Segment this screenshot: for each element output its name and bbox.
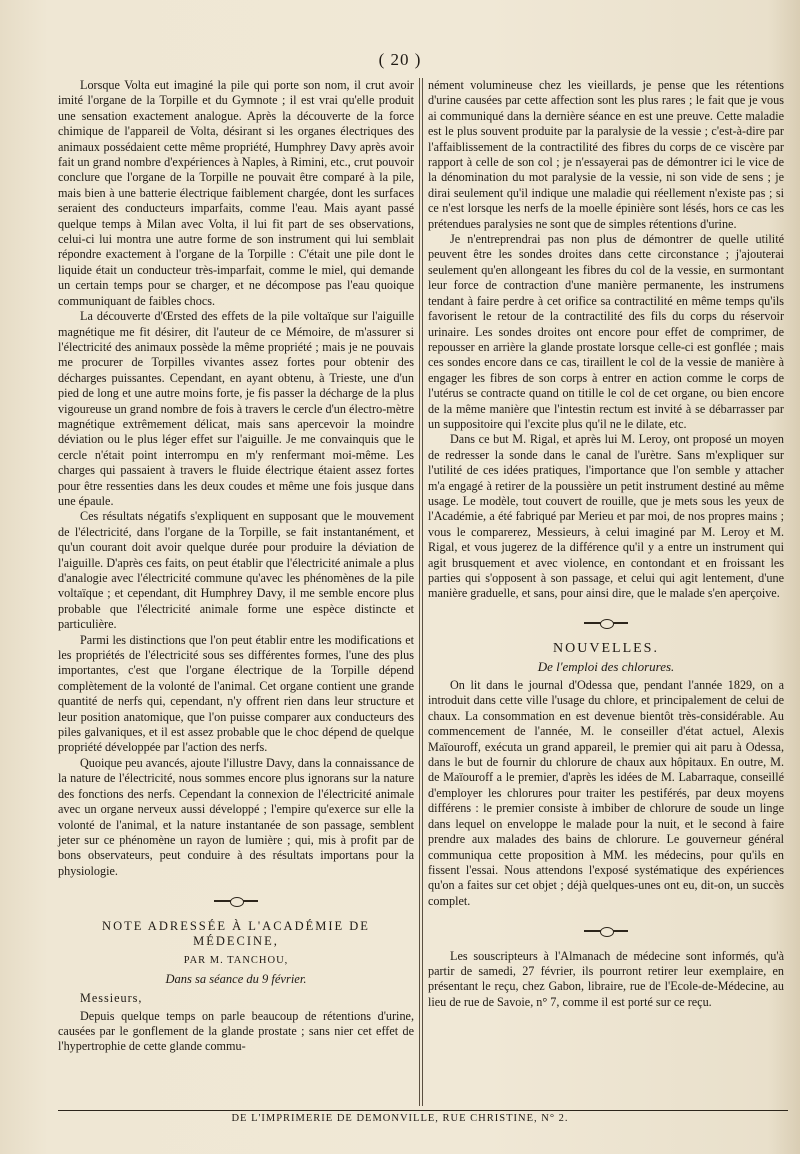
printer-imprint: DE L'IMPRIMERIE DE DEMONVILLE, RUE CHRISTINE, N° 2. bbox=[231, 1113, 569, 1124]
paragraph-volta: Lorsque Volta eut imaginé la pile qui porte son nom, il crut avoir imité l'organe de la Torpille et du Gymnote ; il est vrai qu'elle produit une sensation exactement analogue. Après la découverte de la force chimique de l'appareil de Volta, désirant si les organes électriques des animaux possédaient cette même propriété, Humphrey Davy après avoir fait un grand nombre d'expériences à Naples, à Rimini, etc., crut pouvoir conclure que l'organe de la Torpille ne pouvait être comparé à la pile, mais bien à une batterie électrique faiblement chargée, dont les surfaces seraient des conducteurs imparfaits, comme l'eau. Mais ayant passé quelque temps à Milan avec Volta, il lui fit part de ses observations, celui-ci lui montra une autre forme de son instrument qui lui semblait répondre exactement à l'organe de la Torpille : C'était une pile dont le liquide était un conducteur très-imparfait, comme le miel, qui demande un certain temps pour se charger, et ne décompose pas l'eau quoique communiquant de faibles chocs. bbox=[58, 78, 414, 308]
note-dateline: Dans sa séance du 9 février. bbox=[165, 971, 307, 986]
paragraph-note-continued: nément volumineuse chez les vieillards, je pense que les rétentions d'urine causées par cette affection sont les plus rares ; le fait que je vous ai communiqué dans la dernière séance en est une preuve. Cette maladie est le plus souvent produite par la paralysie de la vessie ; c'est-à-dire par l'affaiblissement de la contractilité des fibres du corps de ce viscère par rapport à celle de son col ; je n'essayerai pas de démontrer ici le vice de la dénomination du mot paralysie de la vessie, ni son vide de sens ; je dirai seulement qu'il indique une maladie qui réellement n'existe pas ; si ce n'est lorsque les nerfs de la moelle épinière sont lésés, hors ce cas les prétendues paralysies ne sont que de simples rétentions d'urine. bbox=[428, 78, 784, 231]
paragraph-oersted: La découverte d'Œrsted des effets de la pile voltaïque sur l'aiguille magnétique me fit désirer, dit l'auteur de ce Mémoire, de m'assurer si l'électricité des animaux possède la même propriété ; mais je ne pouvais me procurer de Torpilles vivantes assez fortes pour obtenir des décharges puissantes. Cependant, en ayant obtenu, à Trieste, une d'un pied de long et une autre moins forte, je fis passer la décharge de la plus vigoureuse un grand nombre de fois à travers le cercle d'un électro-mètre magnétique extrêmement délicat, mais sans apercevoir la moindre déviation ou le plus léger effet sur l'aiguille. Je me convainquis que le cercle n'était point interrompu en m'y renfermant moi-même. Les charges qui passaient à travers le fluide électrique étaient assez fortes pour être ressenties dans les deux coudes et même une fois jusque dans une épaule. bbox=[58, 309, 414, 508]
text-columns bbox=[58, 78, 788, 1108]
paragraph-distinctions: Parmi les distinctions que l'on peut établir entre les modifications et les propriétés de l'électricité sous ses différentes formes, l'une des plus importantes, c'est que l'organe électrique de la Torpille dépend complètement de la volonté de l'animal. Cet organe contient une grande quantité de nerfs qui, cependant, n'y offrent rien dans leur structure et leur position anatomique, que l'on puisse comparer aux conducteurs des piles galvaniques, et il est assez probable que le choc dépend de quelque propriété développée par l'action des nerfs. bbox=[58, 632, 414, 755]
subscriber-paragraph: Les souscripteurs à l'Almanach de médecine sont informés, qu'à partir de samedi, 27 février, ils pourront retirer leur exemplaire, en présentant le reçu, chez Gabon, libraire, rue de l'Ecole-de-Médecine, au lieu de rue de Savoie, n° 7, comme il est porté sur ce reçu. bbox=[428, 948, 784, 1009]
paragraph-negative-results: Ces résultats négatifs s'expliquent en supposant que le mouvement de l'électricité, dans l'organe de la Torpille, se fait instantanément, et qu'un courant doit avoir quelque durée pour produire la déviation de l'aiguille. D'après ces faits, on peut établir que l'électricité animale a plus d'analogie avec l'électricité commune qu'avec les phénomènes de la pile voltaïque ; et cependant, dit Humphrey Davy, il me semble encore plus probable que l'électricité animale forme une espèce distincte et particulière. bbox=[58, 509, 414, 632]
column-divider bbox=[419, 78, 420, 1106]
page-number: ( 20 ) bbox=[378, 50, 422, 69]
section-title: NOUVELLES. bbox=[553, 641, 659, 657]
left-column bbox=[58, 78, 414, 1055]
paragraph-sondes-droites: Je n'entreprendrai pas non plus de démontrer de quelle utilité peuvent être les sondes droites dans cette circonstance ; j'ajouterai seulement qu'en allongeant les fibres du col de la vessie, en surmontant leur force de contraction d'une manière permanente, les instrumens tendant à faire perdre à cet orifice sa contractilité en même temps qu'ils favorisent le retour de la contractilité des fils du corps du réservoir urinaire. Les sondes droites ont encore pour effet de comprimer, de repousser en arrière la glande prostate lorsque celle-ci est gonflée ; mais ces sondes encore dans ce cas, tiraillent le col de la vessie de manière à engager les fibres de son corps à entrer en action comme le corps de l'utérus se contracte quand on titille le col de cet organe, ou bien encore de la même manière que l'intestin rectum est invité à se débarrasser par un suppositoire qui l'excite plus qu'il ne le dilate, etc. bbox=[428, 232, 784, 431]
paragraph-davy-conclusion: Quoique peu avancés, ajoute l'illustre Davy, dans la connaissance de la nature de l'électricité, nous sommes encore plus ignorans sur la nature des fonctions des nerfs. Cependant la connexion de l'électricité animale avec un organe nerveux aussi développé ; l'empire qu'exerce sur elle la volonté de l'animal, et la nature instantanée de son passage, semblent jeter sur ce phénomène un rayon de lumière ; qui, mis à profit par de bons observateurs, peut conduire à des résultats importans pour la physiologie. bbox=[58, 755, 414, 878]
section-subtitle: De l'emploi des chlorures. bbox=[537, 658, 675, 674]
note-salutation: Messieurs, bbox=[80, 991, 143, 1006]
column-divider-double bbox=[422, 78, 423, 1106]
note-heading: NOTE ADRESSÉE À L'ACADÉMIE DE MÉDECINE, bbox=[102, 918, 370, 948]
ornament-separator bbox=[428, 616, 784, 631]
ornament-separator bbox=[58, 893, 414, 908]
note-byline: PAR M. TANCHOU, bbox=[183, 955, 289, 967]
paragraph-rigal-leroy: Dans ce but M. Rigal, et après lui M. Leroy, ont proposé un moyen de redresser la sonde dans le canal de l'urètre. Sans m'expliquer sur l'utilité de ces idées pratiques, l'importance que l'on semble y attacher m'a engagé à retirer de la poussière un petit instrument destiné au même usage. Le modèle, tout couvert de rouille, que je mets sous les yeux de l'Académie, a été fabriqué par Merieu et par moi, de nos propres mains ; vous le comparerez, Messieurs, à celui imaginé par M. Leroy et M. Rigal, et vous jugerez de la différence qu'il y a entre un instrument qui agit brusquement et avec violence, en contondant et en froissant les parties qui s'opposent à son passage, et celui qui agit lentement, d'une manière graduelle, et sans, pour ainsi dire, que le malade s'en aperçoive. bbox=[428, 432, 784, 601]
right-column bbox=[428, 78, 784, 1010]
footer-rule bbox=[58, 1110, 788, 1111]
news-paragraph: On lit dans le journal d'Odessa que, pendant l'année 1829, on a introduit dans cette ville l'usage du chlore, et principalement de celui de chaux. La consommation en est devenue bientôt très-considérable. Au commencement de l'année, M. le conseiller d'état actuel, Alexis Maïouroff, exécuta un grand appareil, le premier qui ait paru à Odessa, dans le but de fournir du chlorure de chaux aux hôpitaux. En outre, M. de Maïouroff a le premier, d'après les idées de M. Labarraque, conseillé d'employer les chlorures pour traiter les pestiférés, par deux moyens différens : le premier consiste à imbiber de chlorure de soude un linge dans lequel on enveloppe le malade pour la nuit, et le second à faire prendre aux malades des bains de chlorure. Le gouverneur général communiqua cette proposition à MM. les médecins, pour qu'ils en fissent l'essai. Nous attendons l'exposé systématique des expériences qu'on a faites sur cet objet ; déjà quelques-unes ont eu, dit-on, un succès complet. bbox=[428, 678, 784, 908]
ornament-separator bbox=[428, 923, 784, 938]
note-paragraph: Depuis quelque temps on parle beaucoup de rétentions d'urine, causées par le gonflement de la glande prostate ; sans nier cet effet de l'hypertrophie de cette glande commu- bbox=[58, 1008, 414, 1054]
